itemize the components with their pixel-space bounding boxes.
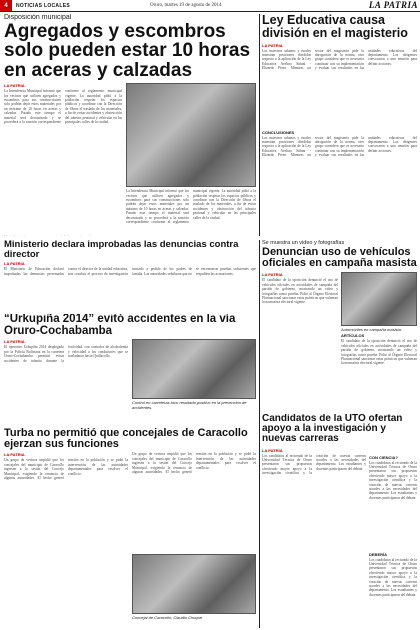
uto-byline: LA PATRIA <box>262 447 283 453</box>
vehiculos-kicker: Se muestra un video y fotografías <box>262 240 345 246</box>
main-story-caption <box>4 234 256 236</box>
main-story-byline: LA PATRIA <box>4 83 25 89</box>
uto-headline: Candidatos de la UTO ofertan apoyo a la investigación y nuevas carreras <box>262 414 403 445</box>
vehiculos-photo <box>341 272 417 326</box>
urkupina-byline: LA PATRIA <box>4 339 25 345</box>
caracollo-caption: Concejal de Caracollo, Claudio Choque. <box>132 615 204 621</box>
vehiculos-caption: Automóviles en campaña masista. <box>341 327 402 333</box>
page-number: 4 <box>0 0 12 11</box>
column-rule <box>259 14 260 236</box>
dateline: Oruro, martes 19 de agosto de 2014 <box>150 3 222 8</box>
urkupina-caption: Control en carreteras tuvo resultado positivo en la prevención de accidentes. <box>132 400 247 411</box>
caracollo-byline: LA PATRIA <box>4 452 25 458</box>
ley-educativa-body-cont: Los maestros urbanos y rurales muestran posiciones divididas respecto a la aplicación de la Ley Educativa Avelino Siñani - Elizardo Pérez. Mientras un sector del magisterio pide la abrogación de la norma, otro grupo considera que es necesario continuar con su implementación y evaluar sus resultados en las unidades educativas del departamento. Los dirigentes convocaron a una reunión para definir acciones. <box>262 135 417 158</box>
main-story-text <box>4 83 122 233</box>
main-story-headline: Agregados y escombros solo pueden estar 10 horas en aceras y calzadas <box>4 21 251 81</box>
main-story-body-cont: La Intendencia Municipal informó que los vecinos que utilicen agregados y escombros para sus construcciones solo podrán dejar estos materiales por un máximo de 10 horas en aceras y calzadas. Pasado este tiempo el material será decomisado y se procederá a la sanción correspondiente conforme al reglamento municipal vigente. La autoridad pidió a la población respetar los espacios públicos y coordinar con la Dirección de Obras el traslado de los materiales, a fin de evitar accidentes y obstrucción del tránsito peatonal y vehicular en las principales calles de la ciudad. <box>126 189 256 224</box>
vehiculos-story <box>262 240 417 410</box>
newspaper-logo: LA PATRIA <box>368 0 418 10</box>
urkupina-photo <box>132 339 256 399</box>
urkupina-body: El operativo Urkupiña 2014 desplegado por la Policía Boliviana en la carretera Oruro-Cochabamba permitió evitar accidentes de tránsito durante la festividad, con controles de alcoholemia y velocidad a los conductores que se trasladaron hacia Quillacollo. <box>4 345 128 363</box>
main-story-body: La Intendencia Municipal informó que los vecinos que utilicen agregados y escombros para sus construcciones solo podrán dejar estos materiales por un máximo de 10 horas en aceras y calzadas. Pasado este tiempo el material será decomisado y se procederá a la sanción correspondiente conforme al reglamento municipal vigente. La autoridad pidió a la población respetar los espacios públicos y coordinar con la Dirección de Obras el traslado de los materiales, a fin de evitar accidentes y obstrucción del tránsito peatonal y vehicular en las principales calles de la ciudad. <box>4 89 122 124</box>
uto-subhead-2: DEBERÍA <box>369 551 388 557</box>
uto-body-cont-2: Los candidatos al rectorado de la Universidad Técnica de Oruro presentaron sus propuestas ofreciendo mayor apoyo a la investigación científica y la creación de nuevas carreras acordes a las necesidades del departamento. Los estudiantes y docentes participaron del debate. <box>369 557 417 597</box>
column-rule-lower <box>259 240 260 628</box>
urkupina-story <box>4 314 256 424</box>
main-story-photo-block <box>126 83 256 233</box>
ley-educativa-subhead: CONCLUSIONES <box>262 129 295 135</box>
vehiculos-body: El candidato de la oposición denunció el uso de vehículos oficiales en actividades de campaña del partido de gobierno, mostrando un video y fotografías como prueba. Pidió al Órgano Electoral Plurinacional sancionar estas prácticas que vulneran la normativa electoral vigente. <box>262 278 338 305</box>
ley-educativa-story <box>262 14 417 236</box>
uto-body-cont: Los candidatos al rectorado de la Universidad Técnica de Oruro presentaron sus propuestas ofreciendo mayor apoyo a la investigación científica y la creación de nuevas carreras acordes a las necesidades del departamento. Los estudiantes y docentes participaron del debate. <box>369 460 417 500</box>
main-story-kicker: Disposición municipal <box>4 14 72 21</box>
ley-educativa-headline: Ley Educativa causa división en el magisterio <box>262 14 408 40</box>
caracollo-photo <box>132 554 256 614</box>
urkupina-headline: “Urkupiña 2014” evitó accidentes en la vía Oruro-Cochabamba <box>4 314 236 337</box>
ministerio-headline: Ministerio declara improbadas las denuncias contra director <box>4 240 239 260</box>
ministerio-byline: LA PATRIA <box>4 261 25 267</box>
caracollo-story <box>4 428 256 628</box>
caracollo-body: Un grupo de vecinos impidió que los concejales del municipio de Caracollo ingresen a la sesión del Concejo Municipal, exigiendo la renuncia de algunas autoridades. El hecho generó tensión en la población y se pidió la intervención de las autoridades departamentales para resolver el conflicto. <box>4 458 128 481</box>
caracollo-headline: Turba no permitió que concejales de Caracollo ejerzan sus funciones <box>4 428 248 451</box>
main-story-photo <box>126 83 256 187</box>
vehiculos-headline: Denuncian uso de vehículos oficiales en campaña masista <box>262 246 417 270</box>
vehiculos-byline: LA PATRIA <box>262 272 283 278</box>
uto-subhead: CON CIENCIA? <box>369 454 398 460</box>
section-name: NOTICIAS LOCALES <box>16 2 70 9</box>
vehiculos-body-cont: El candidato de la oposición denunció el uso de vehículos oficiales en actividades de campaña del partido de gobierno, mostrando un video y fotografías como prueba. Pidió al Órgano Electoral Plurinacional sancionar estas prácticas que vulneran la normativa electoral vigente. <box>341 339 417 366</box>
ley-educativa-body: Los maestros urbanos y rurales muestran posiciones divididas respecto a la aplicación de la Ley Educativa Avelino Siñani - Elizardo Pérez. Mientras un sector del magisterio pide la abrogación de la norma, otro grupo considera que es necesario continuar con su implementación y evaluar sus resultados en las unidades educativas del departamento. Los dirigentes convocaron a una reunión para definir acciones. <box>262 48 417 71</box>
ministerio-body: El Ministerio de Educación declaró improbadas las denuncias presentadas contra el director de la unidad educativa, tras concluir el proceso de investigación iniciado a pedido de los padres de familia. Las autoridades señalaron que no se encontraron pruebas suficientes que respalden las acusaciones. <box>4 267 256 276</box>
ministerio-story <box>4 240 256 310</box>
uto-story <box>262 414 417 628</box>
caracollo-body-cont: Un grupo de vecinos impidió que los concejales del municipio de Caracollo ingresen a la sesión del Concejo Municipal, exigiendo la renuncia de algunas autoridades. El hecho generó tensión en la población y se pidió la intervención de las autoridades departamentales para resolver el conflicto. <box>132 452 256 475</box>
uto-body: Los candidatos al rectorado de la Universidad Técnica de Oruro presentaron sus propuestas ofreciendo mayor apoyo a la investigación científica y la creación de nuevas carreras acordes a las necesidades del departamento. Los estudiantes y docentes participaron del debate. <box>262 453 366 476</box>
ley-educativa-byline: LA PATRIA <box>262 42 283 48</box>
main-story <box>4 14 256 236</box>
vehiculos-subhead: ARTÍCULOS <box>341 333 365 339</box>
